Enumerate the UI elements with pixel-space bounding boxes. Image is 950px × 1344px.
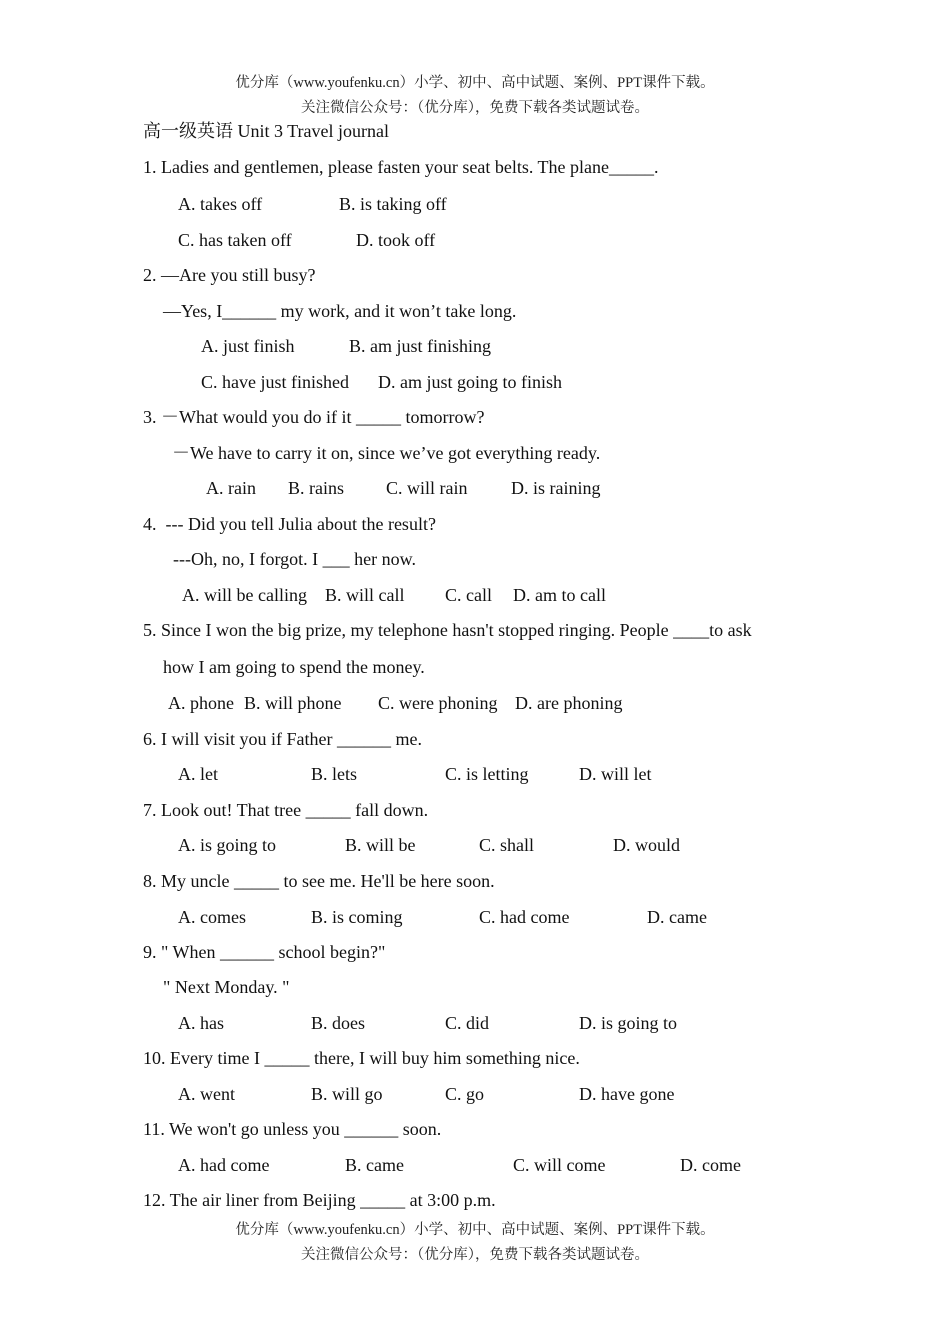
question-stem: 8. My uncle _____ to see me. He'll be here soon. [143,871,495,891]
option-b: B. rains [288,478,344,498]
option-d: D. took off [356,230,436,250]
question-stem: —Yes, I______ my work, and it won’t take long. [163,301,517,321]
option-d: D. am just going to finish [378,372,562,392]
option-a: A. rain [206,478,256,498]
option-c: C. had come [479,907,570,927]
question-stem: 11. We won't go unless you ______ soon. [143,1119,442,1139]
question-stem: 4. --- Did you tell Julia about the result? [143,514,436,534]
option-d: D. are phoning [515,693,623,713]
option-b: B. am just finishing [349,336,492,356]
footer-line-2: 关注微信公众号：（优分库），免费下载各类试题试卷。 [301,1247,649,1263]
question-stem: 10. Every time I _____ there, I will buy him something nice. [143,1048,580,1068]
page-title: 高一级英语 Unit 3 Travel journal [143,121,389,141]
option-d: D. is going to [579,1013,678,1033]
option-d: D. come [680,1155,741,1175]
option-a: A. comes [178,907,246,927]
option-a: A. will be calling [182,585,307,605]
option-d: D. would [613,835,680,855]
question-stem: 3. －What would you do if it _____ tomorrow? [143,407,485,427]
option-b: B. came [345,1155,404,1175]
question-stem: 2. —Are you still busy? [143,265,316,285]
option-a: A. has [178,1013,224,1033]
option-b: B. is taking off [339,194,447,214]
option-c: C. have just finished [201,372,349,392]
question-stem: 7. Look out! That tree _____ fall down. [143,800,429,820]
option-c: C. did [445,1013,490,1033]
option-b: B. lets [311,764,358,784]
option-c: C. has taken off [178,230,292,250]
option-b: B. will be [345,835,416,855]
option-a: A. went [178,1084,235,1104]
option-c: C. go [445,1084,485,1104]
option-c: C. will rain [386,478,468,498]
option-d: D. came [647,907,707,927]
option-b: B. does [311,1013,365,1033]
option-d: D. will let [579,764,652,784]
option-c: C. call [445,585,492,605]
option-c: C. is letting [445,764,529,784]
option-c: C. shall [479,835,535,855]
question-stem: 9. " When ______ school begin?" [143,942,386,962]
option-d: D. am to call [513,585,606,605]
option-a: A. phone [168,693,234,713]
question-stem: 12. The air liner from Beijing _____ at 3:00 p.m. [143,1190,496,1210]
option-c: C. were phoning [378,693,498,713]
option-a: A. is going to [178,835,277,855]
option-b: B. is coming [311,907,403,927]
question-stem: 6. I will visit you if Father ______ me. [143,729,422,749]
option-a: A. let [178,764,218,784]
question-stem: 5. Since I won the big prize, my telephone hasn't stopped ringing. People ____to ask [143,620,752,640]
option-c: C. will come [513,1155,606,1175]
option-a: A. had come [178,1155,270,1175]
option-b: B. will call [325,585,405,605]
header-line-1: 优分库（www.youfenku.cn）小学、初中、高中试题、案例、PPT课件下载。 [235,75,715,91]
footer-line-1: 优分库（www.youfenku.cn）小学、初中、高中试题、案例、PPT课件下载。 [235,1222,715,1238]
question-stem: 1. Ladies and gentlemen, please fasten your seat belts. The plane_____. [143,157,659,177]
question-stem: how I am going to spend the money. [163,657,425,677]
header-line-2: 关注微信公众号：（优分库），免费下载各类试题试卷。 [301,100,649,116]
question-stem: ---Oh, no, I forgot. I ___ her now. [173,549,416,569]
option-a: A. just finish [201,336,295,356]
option-b: B. will go [311,1084,383,1104]
option-d: D. is raining [511,478,601,498]
question-stem: －We have to carry it on, since we’ve got everything ready. [172,443,601,463]
option-d: D. have gone [579,1084,675,1104]
option-a: A. takes off [178,194,263,214]
option-b: B. will phone [244,693,342,713]
question-stem: " Next Monday. " [163,977,290,997]
